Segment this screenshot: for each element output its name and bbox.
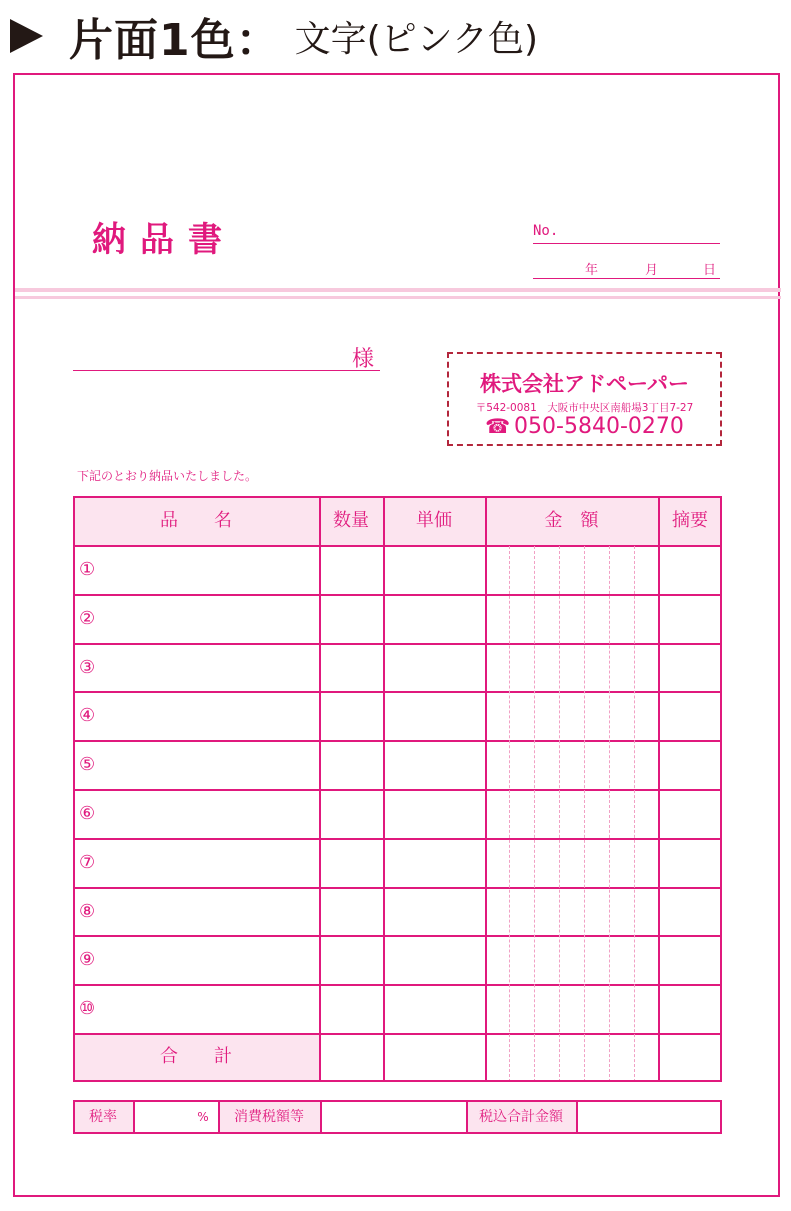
heading-sub: 文字(ピンク色): [294, 18, 538, 60]
column-header-amount: 金 額: [544, 510, 599, 531]
triangle-icon: [10, 19, 43, 53]
tax-percent: %: [197, 1110, 209, 1124]
row-divider: [73, 691, 722, 693]
amount-digit-divider: [534, 546, 535, 1082]
tax-summary-border: [73, 1100, 722, 1134]
column-divider: [319, 496, 321, 1082]
row-divider: [73, 545, 722, 547]
column-divider: [383, 496, 385, 1082]
tax-divider: [576, 1100, 578, 1134]
column-divider: [658, 496, 660, 1082]
table-row-number: ⑤: [79, 754, 96, 776]
table-border-bottom: [73, 1080, 722, 1082]
table-border-right: [720, 496, 722, 1082]
delivery-note: 下記のとおり納品いたしました。: [77, 469, 258, 483]
company-phone: [449, 414, 720, 439]
amount-digit-divider: [609, 546, 610, 1082]
tax-amount-label: 消費税額等: [234, 1109, 304, 1125]
tax-summary: [73, 1100, 722, 1134]
table-row-number: ④: [79, 705, 96, 727]
row-divider: [73, 740, 722, 742]
column-header-memo: 摘要: [672, 510, 708, 531]
items-table: [73, 496, 722, 1082]
company-address: 〒542-0081 大阪市中央区南船場3丁目7-27: [475, 402, 694, 414]
row-divider: [73, 887, 722, 889]
row-divider: [73, 838, 722, 840]
grand-total-label: 税込合計金額: [479, 1109, 563, 1125]
heading-main: 片面1色：: [69, 15, 281, 66]
table-row-number: ⑨: [79, 949, 96, 971]
table-row-number: ⑧: [79, 900, 96, 922]
table-row-number: ⑩: [79, 998, 96, 1020]
row-divider: [73, 984, 722, 986]
form-title: 納品書: [92, 220, 236, 260]
tax-divider: [320, 1100, 322, 1134]
customer-name-line[interactable]: [73, 370, 380, 371]
table-border-top: [73, 496, 722, 498]
header-divider: [15, 288, 781, 292]
amount-digit-divider: [634, 546, 635, 1082]
tax-divider: [133, 1100, 135, 1134]
amount-digit-divider: [584, 546, 585, 1082]
company-stamp-box: [447, 352, 722, 446]
table-row-number: ⑥: [79, 803, 96, 824]
table-row-number: ①: [79, 559, 96, 580]
amount-digit-divider: [509, 546, 510, 1082]
row-divider: [73, 643, 722, 645]
number-field[interactable]: [533, 223, 720, 244]
customer-suffix: 様: [352, 347, 375, 372]
tax-rate-label: 税率: [89, 1109, 117, 1125]
date-field[interactable]: [533, 258, 720, 279]
date-day-label: 日: [703, 263, 717, 278]
table-row-number: ⑦: [79, 851, 96, 873]
company-phone-number: 050-5840-0270: [514, 414, 684, 439]
date-month-label: 月: [645, 263, 659, 278]
header-divider-thin: [15, 296, 781, 299]
telephone-icon: ☎: [485, 414, 511, 438]
row-divider: [73, 594, 722, 596]
column-header-price: 単価: [416, 510, 452, 531]
table-row-number: ②: [79, 607, 96, 629]
row-divider: [73, 789, 722, 791]
column-divider: [485, 496, 487, 1082]
total-label: 合 計: [160, 1046, 232, 1067]
page-heading: [10, 6, 538, 66]
number-label: No.: [533, 223, 559, 239]
row-divider: [73, 935, 722, 937]
amount-digit-divider: [559, 546, 560, 1082]
table-row-number: ③: [79, 656, 96, 678]
table-border-left: [73, 496, 75, 1082]
column-header-qty: 数量: [333, 510, 369, 531]
company-name: 株式会社アドペーパー: [480, 372, 689, 396]
date-year-label: 年: [585, 263, 599, 278]
column-header-item: 品 名: [160, 510, 232, 531]
